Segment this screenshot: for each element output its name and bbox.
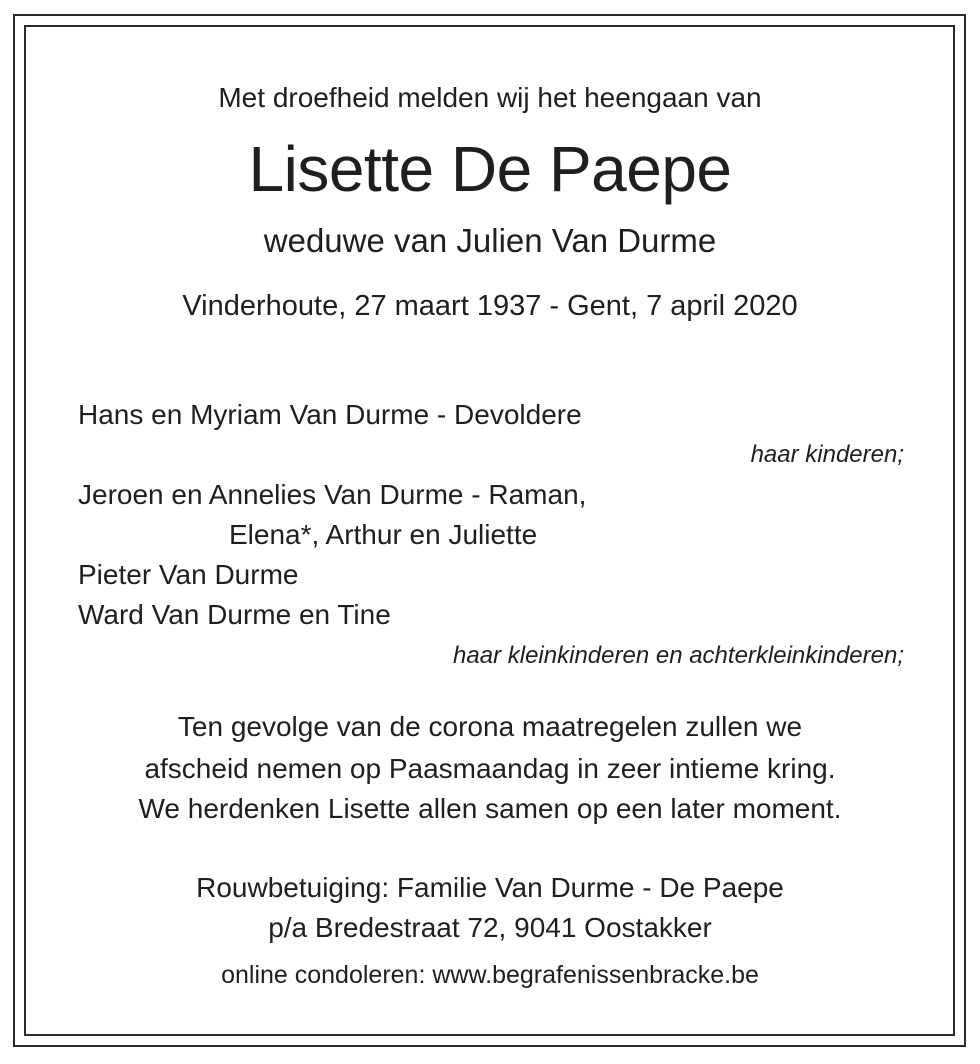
intro-text: Met droefheid melden wij het heengaan van — [218, 82, 762, 113]
online-condolence-link[interactable]: online condoleren: www.begrafenissenbracke.be — [221, 961, 759, 989]
family-role-grandchildren: haar kleinkinderen en achterkleinkinderen; — [453, 642, 904, 669]
notice-line-3: We herdenken Lisette allen samen op een later moment. — [138, 793, 842, 824]
birth-death-dates: Vinderhoute, 27 maart 1937 - Gent, 7 april 2020 — [182, 290, 798, 322]
family-line-grandchildren-3: Ward Van Durme en Tine — [78, 599, 391, 630]
family-role-children: haar kinderen; — [750, 441, 904, 468]
family-line-great-grandchildren: Elena*, Arthur en Juliette — [229, 519, 538, 550]
condolence-address-line-1: Rouwbetuiging: Familie Van Durme - De Paepe — [196, 872, 784, 903]
notice-line-2: afscheid nemen op Paasmaandag in zeer intieme kring. — [144, 753, 836, 784]
condolence-address-line-2: p/a Bredestraat 72, 9041 Oostakker — [268, 912, 712, 943]
family-line-grandchildren-1: Jeroen en Annelies Van Durme - Raman, — [78, 479, 587, 510]
deceased-name: Lisette De Paepe — [248, 133, 732, 205]
notice-line-1: Ten gevolge van de corona maatregelen zullen we — [177, 711, 803, 742]
family-line-grandchildren-2: Pieter Van Durme — [78, 559, 299, 590]
family-line-children: Hans en Myriam Van Durme - Devoldere — [78, 399, 582, 430]
spouse-line: weduwe van Julien Van Durme — [263, 222, 717, 259]
